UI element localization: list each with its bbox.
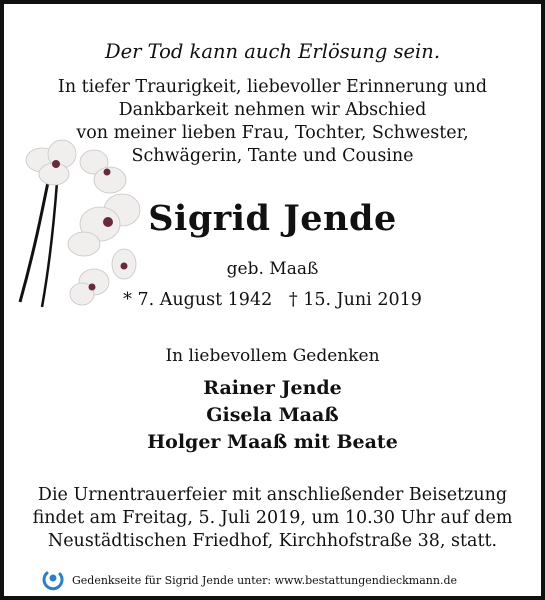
memorial-page-link[interactable]: Gedenkseite für Sigrid Jende unter: www.bestattungendieckmann.de [72,573,457,587]
funeral-home-logo-icon [42,569,64,591]
service-line: findet am Freitag, 5. Juli 2019, um 10.30 Uhr auf dem [32,508,513,528]
memorial-page-footer [42,569,457,591]
life-dates: * 7. August 1942 † 15. Juni 2019 [123,290,422,310]
mourner-name: Gisela Maaß [206,404,339,426]
motto: Der Tod kann auch Erlösung sein. [104,40,441,63]
intro-line: von meiner lieben Frau, Tochter, Schwester, [76,123,469,143]
mourner-name: Holger Maaß mit Beate [147,431,398,453]
birth-name: geb. Maaß [226,259,319,279]
service-line: Neustädtischen Friedhof, Kirchhofstraße 38, statt. [47,531,498,551]
intro-line: Schwägerin, Tante und Cousine [131,146,414,166]
intro-line: In tiefer Traurigkeit, liebevoller Erinnerung und [57,77,488,97]
intro-line: Dankbarkeit nehmen wir Abschied [118,100,427,120]
memory-line: In liebevollem Gedenken [165,346,380,366]
service-line: Die Urnentrauerfeier mit anschließender Beisetzung [37,485,508,505]
mourner-name: Rainer Jende [203,377,342,399]
deceased-name: Sigrid Jende [148,198,397,239]
